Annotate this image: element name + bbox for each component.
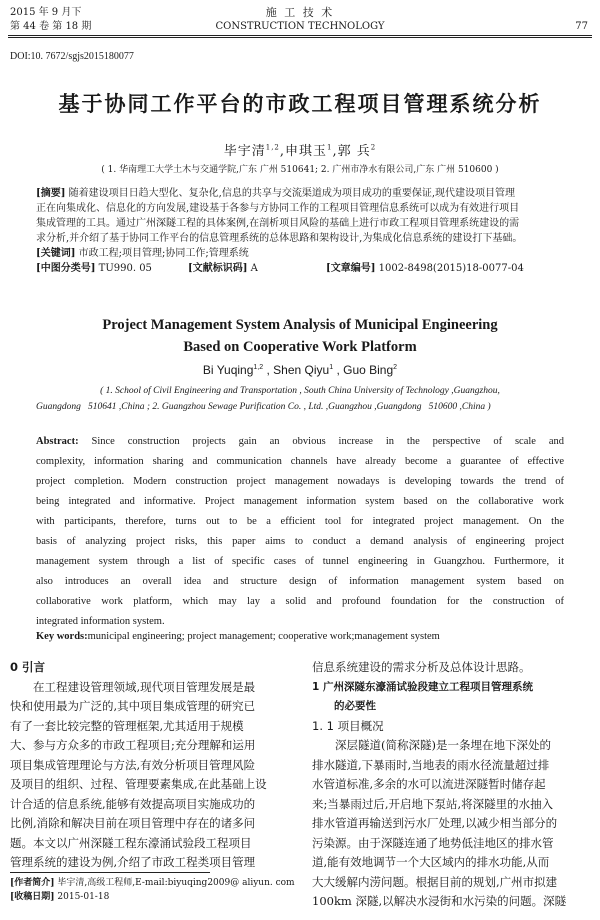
body-right-line-7: 道,能有效地调节一个大区域内的排水功能,从而	[312, 855, 550, 869]
abstract-en-line-6: basis of analyzing project risks, this paper aims to conduct a demand analysis of engineering project	[36, 536, 564, 547]
author-cn-3: 郭 兵	[337, 144, 371, 159]
body-right-first-line: 信息系统建设的需求分析及总体设计思路。	[312, 660, 531, 674]
body-left-line-8: 比例,消除和解决目前在项目管理中存在的诸多问	[10, 816, 256, 830]
keywords-en-label: Key words:	[36, 631, 88, 642]
abstract-en-line-5: with participants, therefore, turns out to be a efficient tool for integrated project management. On the	[36, 516, 564, 527]
author-en-2-sup: 1	[329, 364, 334, 371]
abstract-en-line-3: project completion. Modern construction project management nowadays is developing towards the trend of	[36, 476, 564, 487]
abstract-cn-line-1: [摘要] 随着建设项目日趋大型化、复杂化,信息的共享与交流渠道成为项目成功的重要保证,现代建设项目管理	[36, 188, 516, 199]
author-en-3-sup: 2	[393, 364, 398, 371]
body-right-line-9: 100km 深隧,以解决水浸街和水污染的问题。深隧	[312, 894, 567, 908]
author-cn-3-sup: 2	[370, 143, 377, 152]
doc-code-value: A	[250, 263, 258, 274]
body-left-line-2: 快和使用最为广泛的,其中项目集成管理的研究已	[10, 699, 256, 713]
body-right-line-8: 大大缓解内涝问题。根据目前的规划,广州市拟建	[312, 874, 558, 889]
footnote-date: [收稿日期] 2015-01-18	[10, 892, 110, 902]
abstract-en-line-10: integrated information system.	[36, 616, 165, 627]
keywords-en	[36, 631, 564, 642]
header-journal-cn: 施 工 技 术	[265, 6, 335, 19]
keywords-cn-label: [关键词]	[36, 248, 76, 259]
abstract-cn-line-4: 求分析,并介绍了基于协同工作平台的信息管理系统的总体思路和架构设计,为集成化信息系统的建设打下基础。	[36, 233, 523, 244]
body-right-line-5: 排水管道再输送到污水厂处理,以减少相当部分的	[312, 816, 558, 830]
body-left-line-10: 管理系统的建设为例,介绍了市政工程类项目管理	[10, 855, 256, 869]
article-no-value: 1002-8498(2015)18-0077-04	[378, 263, 524, 274]
title-en-line-2: Based on Cooperative Work Platform	[183, 339, 417, 355]
abstract-cn	[36, 186, 566, 276]
abstract-en-line-8: also introduces an overall idea and structure design of information management system based on	[36, 576, 564, 587]
footnote-rule	[10, 872, 210, 873]
author-en-1: Bi Yuqing	[202, 363, 254, 377]
author-cn-2: 申琪玉	[285, 144, 328, 159]
body-right-line-6: 污染源。由于深隧连通了地势低洼地区的排水管	[312, 835, 554, 850]
article-no-label: [文章编号]	[326, 263, 376, 274]
body-left-line-6: 及项目的组织、过程、管理要素集成,在此基础上设	[10, 777, 267, 791]
clc-value: TU990. 05	[98, 263, 152, 274]
affiliation-en-line-1: ( 1. School of Civil Engineering and Transportation , South China University of Technology ,Guangzhou,	[100, 386, 500, 396]
body-right-line-1: 深层隧道(简称深隧)是一条埋在地下深处的	[335, 738, 551, 752]
body-left-line-3: 有了一套比较完整的管理框架,尤其适用于规模	[10, 718, 244, 733]
header-journal-en: CONSTRUCTION TECHNOLOGY	[215, 21, 385, 32]
keywords-cn: [关键词] 市政工程;项目管理;协同工作;管理系统	[36, 248, 249, 259]
section-1-heading-line-1: 1 广州深隧东濠涌试验段建立工程项目管理系统	[312, 680, 533, 693]
abstract-en-line-7: management system through a list of specific cases of tunnel engineering in Guangzhou. Furthermore, it	[36, 556, 564, 567]
authors-en: Bi Yuqing$^{1,2}$ , Shen Qiyu$^1$ , Guo Bing$^2$	[202, 363, 398, 377]
body-right-line-4: 来;当暴雨过后,开启地下泵站,将深隧里的水抽入	[312, 796, 554, 811]
right-column	[312, 658, 592, 912]
abstract-en-line-9: collaborative work platform, which may lay a solid and profound foundation for the construction of	[36, 596, 564, 607]
classification-row	[36, 261, 566, 276]
abstract-cn-label: [摘要]	[36, 188, 66, 199]
body-left-line-4: 大、参与方众多的市政工程项目;充分理解和运用	[10, 738, 256, 752]
body-left-line-9: 题。本文以广州深隧工程东濠涌试验段工程项目	[10, 835, 252, 850]
authors-cn: 毕宇清$^{1,2}$,申琪玉$^1$,郭 兵$^2$	[223, 143, 377, 159]
title-en-line-1: Project Management System Analysis of Municipal Engineering	[102, 317, 498, 333]
abstract-en-label: Abstract:	[36, 436, 79, 447]
body-right-line-2: 排水隧道,下暴雨时,当地表的雨水径流量超过排	[312, 757, 550, 772]
author-en-3: Guo Bing	[343, 363, 394, 377]
keywords-en-value: municipal engineering; project management; cooperative work;management system	[87, 631, 440, 642]
abstract-en-line-4: being integrated and informative. Project management information system based on the collaborative work	[36, 496, 564, 507]
affiliation-en-line-2: Guangdong 510641 ,China ; 2. Guangzhou Sewage Purification Co. , Ltd. ,Guangzhou ,Guangdong 510600 ,China )	[36, 402, 491, 412]
body-left-line-7: 计合适的信息系统,能够有效提高项目实施成功的	[10, 796, 256, 811]
subsection-1-1-heading: 1. 1 项目概况	[312, 718, 384, 733]
section-0-heading: 0 引言	[10, 660, 46, 674]
affiliation-cn: ( 1. 华南理工大学土木与交通学院,广东 广州 510641; 2. 广州市净水有限公司,广东 广州 510600 )	[101, 165, 499, 175]
header-page-number: 77	[575, 21, 588, 32]
footnote-author-label: [作者简介]	[10, 878, 55, 888]
header-rule	[8, 35, 592, 36]
title-cn: 基于协同工作平台的市政工程项目管理系统分析	[58, 92, 542, 116]
clc-label: [中图分类号]	[36, 263, 96, 274]
header-date: 2015 年 9 月下	[10, 7, 82, 18]
author-cn-2-sup: 1	[327, 143, 333, 152]
abstract-cn-line-3: 集成管理的工具。通过广州深隧工程的具体案例,在剖析项目风险的基础上进行市政工程项目管理系统建设的需	[36, 218, 520, 229]
body-left-line-5: 项目集成管理理论与方法,有效分析项目管理风险	[10, 757, 256, 772]
author-en-1-sup: 1,2	[253, 364, 264, 371]
footnote	[10, 876, 295, 904]
footnote-date-label: [收稿日期]	[10, 892, 55, 902]
footnote-author: [作者简介] 毕宇清,高级工程师,E-mail:biyuqing2009@ aliyun. com	[10, 878, 295, 888]
abstract-cn-line-2: 正在向集成化、信息化的方向发展,建设基于各参与方协同工作的工程项目管理信息系统可以成为有效进行项目	[36, 203, 520, 214]
left-column	[10, 658, 292, 873]
abstract-en-line-2: complexity, information sharing and communication channels have already become a guarantee of effective	[36, 456, 564, 467]
body-left-line-1: 在工程建设管理领域,现代项目管理发展是最	[33, 679, 256, 694]
body-right-line-3: 水管道标准,多余的水可以流进深隧暂时储存起	[312, 777, 546, 791]
author-cn-1-sup: 1,2	[265, 143, 280, 152]
header-rule-thin	[8, 37, 592, 38]
doc-code-label: [文献标识码]	[188, 263, 248, 274]
author-en-2: Shen Qiyu	[273, 363, 330, 377]
abstract-en-line-1: Abstract: Since construction projects gain an obvious increase in the perspective of scale and	[36, 436, 564, 447]
abstract-en	[36, 432, 564, 632]
header-volume: 第 44 卷 第 18 期	[10, 21, 92, 32]
author-cn-1: 毕宇清	[223, 144, 266, 159]
doi: DOI:10. 7672/sgjs2015180077	[10, 51, 134, 62]
section-1-heading-line-2: 的必要性	[334, 700, 376, 712]
